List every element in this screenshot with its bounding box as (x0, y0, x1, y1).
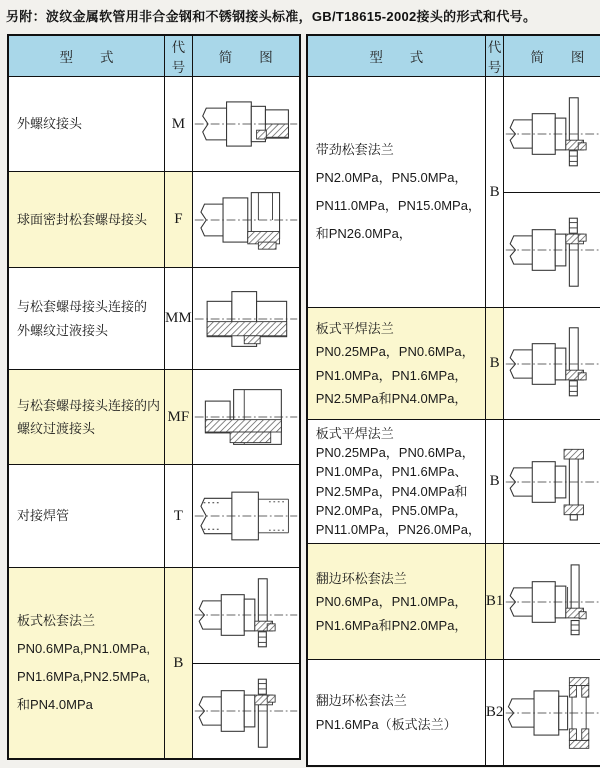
diagram-half (193, 663, 299, 759)
fittings-table-left (7, 34, 301, 760)
type-text-line: PN1.6MPa和PN2.0MPa， (315, 617, 468, 633)
right-table-row-4 (307, 544, 600, 660)
type-text-line: PN11.0MPa，PN15.0MPa， (315, 198, 481, 213)
right-table-row-1 (307, 77, 600, 308)
diagram-holder (193, 474, 299, 558)
type-cell (307, 308, 486, 420)
diagram-cell (504, 77, 600, 308)
diagram-holder (193, 277, 299, 361)
fittings-tables (0, 34, 600, 767)
type-text-line: 和PN4.0MPa (17, 696, 93, 712)
type-cell (8, 568, 165, 760)
flange-both-diagram (504, 440, 600, 524)
type-text-line: 对接焊管 (17, 508, 70, 524)
diagram-cell (504, 308, 600, 420)
type-text-line: 与松套螺母接头连接的 (17, 299, 148, 315)
type-cell (8, 172, 165, 268)
type-cell (307, 77, 486, 308)
type-text-line: 外螺纹过液接头 (17, 322, 109, 338)
type-text-line: PN2.5MPa和PN4.0MPa， (315, 390, 468, 406)
type-text-line: 球面密封松套螺母接头 (17, 211, 148, 227)
diagram-holder (193, 178, 299, 262)
diagram-half (504, 192, 600, 308)
type-cell (8, 465, 165, 568)
type-text-line: 翻边环松套法兰 (315, 570, 407, 586)
type-text-line: 与松套螺母接头连接的内 (17, 397, 161, 413)
diagram-cell (192, 77, 300, 172)
diagram-half (504, 77, 600, 192)
diagram-holder (504, 671, 600, 755)
type-text-line: PN11.0MPa，PN26.0MPa， (315, 522, 481, 538)
right-table-row-3 (307, 420, 600, 544)
flange-up-diagram (504, 322, 600, 406)
diagram-cell (504, 660, 600, 766)
code-cell: B (485, 308, 504, 420)
code-cell: T (165, 465, 193, 568)
code-cell: F (165, 172, 193, 268)
type-text-line: PN0.6MPa，PN1.0MPa， (315, 594, 468, 610)
col-header-code: 代号 (485, 35, 504, 77)
male-thread-fitting-diagram (193, 82, 299, 166)
type-text-line: 和PN26.0MPa， (315, 225, 412, 241)
type-text-line: PN1.6MPa,PN2.5MPa, (17, 669, 150, 684)
header-row (8, 35, 300, 77)
type-text-line: PN1.0MPa，PN1.6MPa， (315, 367, 468, 383)
flange-down-diagram (193, 669, 299, 753)
code-cell: B2 (485, 660, 504, 766)
left-table-row-4 (8, 370, 300, 465)
left-table-row-3 (8, 268, 300, 370)
col-header-type: 型 式 (307, 35, 486, 77)
type-text-line: 翻边环松套法兰 (315, 693, 407, 709)
diagram-cell (192, 465, 300, 568)
left-table-row-2 (8, 172, 300, 268)
type-cell (307, 660, 486, 766)
diagram-cell (192, 370, 300, 465)
fittings-table-right (306, 34, 600, 767)
code-cell: B (165, 568, 193, 760)
diagram-half (193, 568, 299, 663)
diagram-holder (504, 322, 600, 406)
type-cell (8, 370, 165, 465)
code-cell: B (485, 77, 504, 308)
butt-weld-pipe-diagram (193, 474, 299, 558)
diagram-cell (192, 268, 300, 370)
page-title: 另附：波纹金属软管用非合金钢和不锈钢接头标准，GB/T18615-2002接头的形式和代号。 (6, 9, 537, 24)
diagram-holder (504, 560, 600, 644)
diagram-cell (504, 544, 600, 660)
double-male-adapter-diagram (193, 277, 299, 361)
header-row (307, 35, 600, 77)
right-table-row-5 (307, 660, 600, 766)
col-header-type: 型 式 (8, 35, 165, 77)
flange-up-diagram (504, 92, 600, 176)
type-text-line: 螺纹过渡接头 (17, 421, 96, 436)
type-text-line: 板式松套法兰 (17, 613, 96, 629)
type-cell (8, 268, 165, 370)
type-text-line: 板式平焊法兰 (315, 320, 394, 336)
code-cell: MF (165, 370, 193, 465)
type-text-line: PN0.25MPa，PN0.6MPa， (315, 445, 475, 461)
diagram-cell (192, 172, 300, 268)
left-table-row-6 (8, 568, 300, 760)
left-table-row-5 (8, 465, 300, 568)
diagram-cell (504, 420, 600, 544)
type-text-line: 带劲松套法兰 (315, 142, 394, 158)
code-cell: B1 (485, 544, 504, 660)
type-cell (307, 420, 486, 544)
right-table-row-2 (307, 308, 600, 420)
type-text-line: PN0.25MPa，PN0.6MPa， (315, 344, 475, 360)
left-table-row-1 (8, 77, 300, 172)
col-header-diagram: 简 图 (192, 35, 300, 77)
diagram-holder (504, 440, 600, 524)
type-text-line: PN2.5MPa，PN4.0MPa和 (315, 483, 468, 499)
code-cell: MM (165, 268, 193, 370)
flange-b2-diagram (504, 671, 600, 755)
col-header-code: 代号 (165, 35, 193, 77)
male-female-adapter-diagram (193, 375, 299, 459)
type-text-line: 外螺纹接头 (17, 116, 83, 132)
flange-b1-diagram (504, 560, 600, 644)
type-cell (307, 544, 486, 660)
diagram-holder (193, 375, 299, 459)
type-text-line: PN2.0MPa，PN5.0MPa， (315, 502, 468, 518)
type-text-line: PN2.0MPa，PN5.0MPa， (315, 170, 468, 186)
flange-down-diagram (504, 208, 600, 292)
diagram-stack (193, 568, 299, 758)
diagram-holder (193, 82, 299, 166)
type-text-line: 板式平焊法兰 (315, 426, 394, 441)
code-cell: M (165, 77, 193, 172)
type-text-line: PN1.0MPa，PN1.6MPa、 (315, 464, 468, 480)
loose-nut-fitting-diagram (193, 178, 299, 262)
diagram-stack (504, 77, 600, 307)
type-cell (8, 77, 165, 172)
diagram-cell (192, 568, 300, 760)
type-text-line: PN0.6MPa,PN1.0MPa, (17, 641, 150, 657)
flange-up-diagram (193, 573, 299, 657)
type-text-line: PN1.6MPa（板式法兰） (315, 716, 457, 732)
col-header-diagram: 简 图 (504, 35, 600, 77)
code-cell: B (485, 420, 504, 544)
